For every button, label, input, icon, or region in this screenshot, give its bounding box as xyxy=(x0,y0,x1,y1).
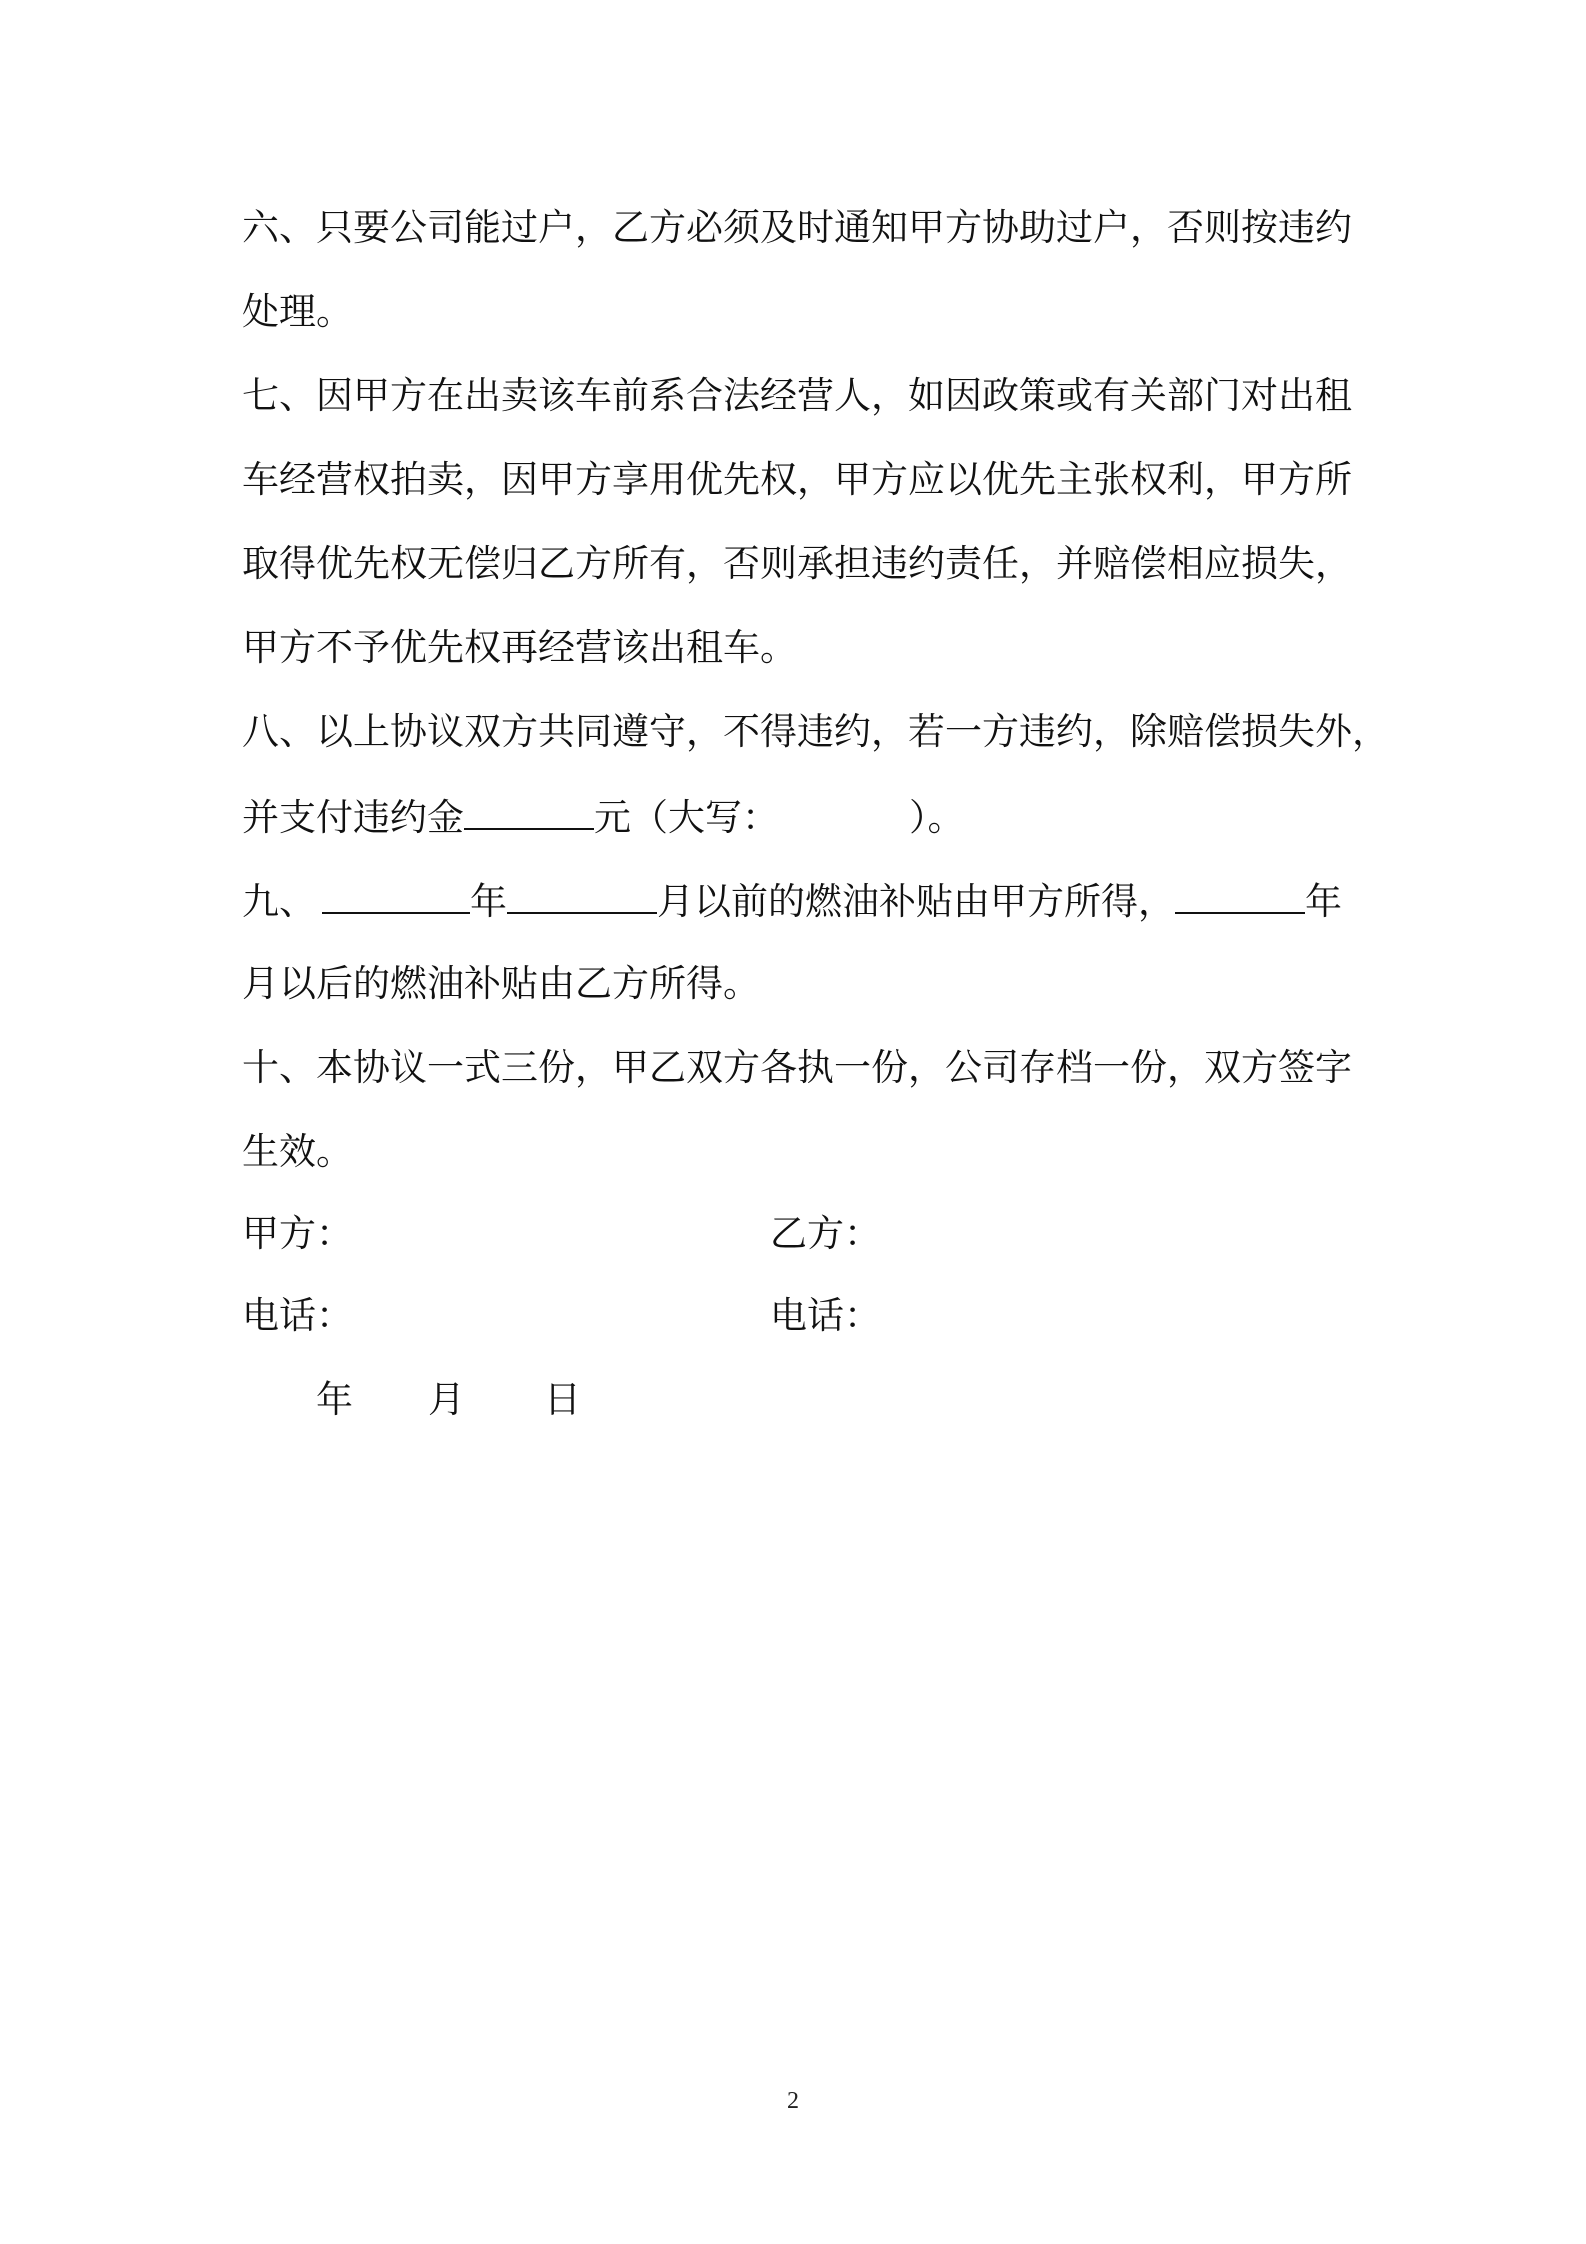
clause-7-line-4: 甲方不予优先权再经营该出租车。 xyxy=(242,626,797,669)
clause-10-line-1: 十、本协议一式三份，甲乙双方各执一份，公司存档一份，双方签字 xyxy=(242,1046,1352,1089)
date-row xyxy=(316,1376,616,1424)
clause-9-year-label-2: 年 xyxy=(1305,880,1342,923)
clause-6-line-2: 处理。 xyxy=(242,290,353,333)
clause-9-line-1 xyxy=(242,876,1342,924)
year-blank-2[interactable] xyxy=(1175,876,1305,914)
date-month: 月 xyxy=(428,1378,465,1421)
clause-8-suffix: ）。 xyxy=(909,796,965,839)
clause-6-line-1: 六、只要公司能过户，乙方必须及时通知甲方协助过户，否则按违约 xyxy=(242,206,1352,249)
clause-9-year-label: 年 xyxy=(470,880,507,923)
clause-8-prefix: 并支付违约金 xyxy=(242,796,464,839)
penalty-amount-blank[interactable] xyxy=(464,792,594,830)
clause-7-line-2: 车经营权拍卖，因甲方享用优先权，甲方应以优先主张权利，甲方所 xyxy=(242,458,1352,501)
phone-a-label: 电话： xyxy=(242,1294,353,1337)
clause-8-unit: 元（大写： xyxy=(594,796,779,839)
signature-row xyxy=(242,1210,1342,1258)
clause-8-line-2 xyxy=(242,792,965,840)
clause-9-prefix: 九、 xyxy=(242,880,316,923)
clause-9-line-2: 月以后的燃油补贴由乙方所得。 xyxy=(242,962,760,1005)
clause-7-line-1: 七、因甲方在出卖该车前系合法经营人，如因政策或有关部门对出租 xyxy=(242,374,1352,417)
clause-9-middle: 月以前的燃油补贴由甲方所得， xyxy=(657,880,1175,923)
phone-row xyxy=(242,1292,1342,1340)
party-a-label: 甲方： xyxy=(242,1212,353,1255)
year-blank-1[interactable] xyxy=(322,876,470,914)
clause-8-line-1: 八、以上协议双方共同遵守，不得违约，若一方违约，除赔偿损失外， xyxy=(242,710,1389,753)
date-year: 年 xyxy=(316,1378,353,1421)
clause-10-line-2: 生效。 xyxy=(242,1130,353,1173)
page-number: 2 xyxy=(787,2088,799,2114)
clause-7-line-3: 取得优先权无偿归乙方所有，否则承担违约责任，并赔偿相应损失， xyxy=(242,542,1352,585)
party-b-label: 乙方： xyxy=(770,1212,881,1255)
date-day: 日 xyxy=(544,1378,581,1421)
month-blank-1[interactable] xyxy=(507,876,657,914)
phone-b-label: 电话： xyxy=(770,1294,881,1337)
